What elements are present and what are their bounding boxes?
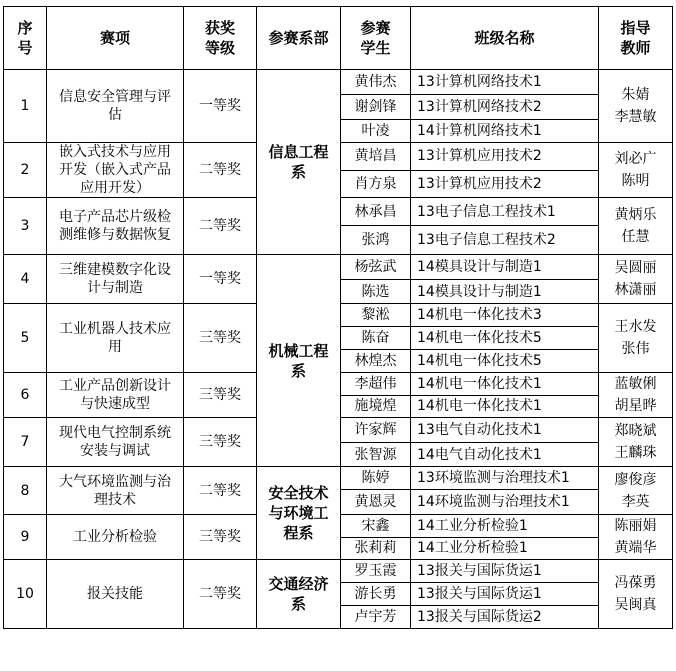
event-name: 大气环境监测与治理技术 bbox=[47, 467, 184, 515]
table-row bbox=[4, 467, 673, 490]
student-name: 陈婷 bbox=[341, 467, 411, 490]
class-name: 13电子信息工程技术1 bbox=[411, 198, 599, 226]
class-name: 14机电一体化技术1 bbox=[411, 395, 599, 418]
header-class: 班级名称 bbox=[411, 7, 599, 70]
header-award: 获奖等级 bbox=[184, 7, 257, 70]
awards-table bbox=[3, 6, 673, 629]
class-name: 13电气自动化技术1 bbox=[411, 418, 599, 443]
student-name: 杨弦武 bbox=[341, 255, 411, 280]
class-name: 13计算机应用技术2 bbox=[411, 170, 599, 198]
event-number: 8 bbox=[4, 467, 47, 515]
teacher-names: 冯葆勇 吴闽真 bbox=[599, 560, 673, 629]
table-row bbox=[4, 560, 673, 583]
class-name: 13计算机应用技术2 bbox=[411, 143, 599, 171]
class-name: 13电子信息工程技术2 bbox=[411, 226, 599, 255]
class-name: 14机电一体化技术1 bbox=[411, 373, 599, 396]
class-name: 13计算机网络技术2 bbox=[411, 95, 599, 120]
department-label: 信息工程系 bbox=[268, 143, 329, 181]
header-row bbox=[4, 7, 673, 70]
event-name: 工业产品创新设计与快速成型 bbox=[47, 373, 184, 418]
teacher-names: 黄炳乐 任慧 bbox=[599, 198, 673, 255]
class-name: 14机电一体化技术5 bbox=[411, 350, 599, 373]
event-name: 报关技能 bbox=[47, 560, 184, 629]
event-name: 工业分析检验 bbox=[47, 515, 184, 560]
event-number: 1 bbox=[4, 70, 47, 143]
student-name: 张智源 bbox=[341, 443, 411, 467]
award-level: 三等奖 bbox=[184, 418, 257, 467]
class-name: 14机电一体化技术5 bbox=[411, 327, 599, 350]
student-name: 许家辉 bbox=[341, 418, 411, 443]
department-label: 交通经济系 bbox=[268, 575, 329, 613]
header-dept: 参赛系部 bbox=[257, 7, 341, 70]
class-name: 13环境监测与治理技术1 bbox=[411, 467, 599, 490]
department-name bbox=[257, 255, 341, 467]
award-level: 二等奖 bbox=[184, 467, 257, 515]
event-number: 10 bbox=[4, 560, 47, 629]
department-name bbox=[257, 560, 341, 629]
class-name: 14电气自动化技术1 bbox=[411, 443, 599, 467]
event-number: 9 bbox=[4, 515, 47, 560]
student-name: 罗玉霞 bbox=[341, 560, 411, 583]
event-number: 5 bbox=[4, 304, 47, 373]
class-name: 14计算机网络技术1 bbox=[411, 120, 599, 143]
header-teacher: 指导教师 bbox=[599, 7, 673, 70]
table-body bbox=[4, 70, 673, 629]
student-name: 黄恩灵 bbox=[341, 490, 411, 515]
student-name: 李超伟 bbox=[341, 373, 411, 396]
header-no: 序号 bbox=[4, 7, 47, 70]
student-name: 施境煌 bbox=[341, 395, 411, 418]
award-level: 三等奖 bbox=[184, 304, 257, 373]
student-name: 黄培昌 bbox=[341, 143, 411, 171]
class-name: 13计算机网络技术1 bbox=[411, 70, 599, 95]
student-name: 林承昌 bbox=[341, 198, 411, 226]
award-level: 一等奖 bbox=[184, 255, 257, 304]
event-name: 现代电气控制系统安装与调试 bbox=[47, 418, 184, 467]
student-name: 陈选 bbox=[341, 280, 411, 304]
event-name: 信息安全管理与评估 bbox=[47, 70, 184, 143]
class-name: 14模具设计与制造1 bbox=[411, 280, 599, 304]
event-number: 2 bbox=[4, 143, 47, 198]
event-number: 3 bbox=[4, 198, 47, 255]
department-label: 机械工程系 bbox=[268, 341, 329, 380]
student-name: 陈奋 bbox=[341, 327, 411, 350]
student-name: 卢宇芳 bbox=[341, 606, 411, 629]
award-level: 三等奖 bbox=[184, 515, 257, 560]
teacher-names: 朱婧 李慧敏 bbox=[599, 70, 673, 143]
teacher-names: 廖俊彦 李英 bbox=[599, 467, 673, 515]
header-event: 赛项 bbox=[47, 7, 184, 70]
award-level: 三等奖 bbox=[184, 373, 257, 418]
teacher-names: 蓝敏俐 胡星晔 bbox=[599, 373, 673, 418]
class-name: 14机电一体化技术3 bbox=[411, 304, 599, 327]
table-row bbox=[4, 70, 673, 95]
event-name: 嵌入式技术与应用开发（嵌入式产品应用开发） bbox=[47, 143, 184, 198]
student-name: 黎淞 bbox=[341, 304, 411, 327]
student-name: 叶凌 bbox=[341, 120, 411, 143]
teacher-names: 刘必广 陈明 bbox=[599, 143, 673, 198]
student-name: 林煌杰 bbox=[341, 350, 411, 373]
class-name: 13报关与国际货运1 bbox=[411, 560, 599, 583]
event-number: 6 bbox=[4, 373, 47, 418]
table-row bbox=[4, 255, 673, 280]
class-name: 13报关与国际货运1 bbox=[411, 583, 599, 606]
student-name: 张鸿 bbox=[341, 226, 411, 255]
event-name: 三维建模数字化设计与制造 bbox=[47, 255, 184, 304]
teacher-names: 陈丽娟 黄端华 bbox=[599, 515, 673, 560]
student-name: 张莉莉 bbox=[341, 537, 411, 560]
student-name: 肖方泉 bbox=[341, 170, 411, 198]
class-name: 14环境监测与治理技术1 bbox=[411, 490, 599, 515]
award-level: 二等奖 bbox=[184, 560, 257, 629]
event-name: 电子产品芯片级检测维修与数据恢复 bbox=[47, 198, 184, 255]
header-student: 参赛学生 bbox=[341, 7, 411, 70]
class-name: 14模具设计与制造1 bbox=[411, 255, 599, 280]
class-name: 13报关与国际货运2 bbox=[411, 606, 599, 629]
department-label: 安全技术与环境工程系 bbox=[268, 484, 329, 542]
student-name: 谢剑锋 bbox=[341, 95, 411, 120]
event-number: 4 bbox=[4, 255, 47, 304]
student-name: 游长勇 bbox=[341, 583, 411, 606]
teacher-names: 吴圆丽 林潇丽 bbox=[599, 255, 673, 304]
class-name: 14工业分析检验1 bbox=[411, 537, 599, 560]
student-name: 黄伟杰 bbox=[341, 70, 411, 95]
award-level: 二等奖 bbox=[184, 143, 257, 198]
award-level: 二等奖 bbox=[184, 198, 257, 255]
department-name bbox=[257, 467, 341, 560]
department-name bbox=[257, 70, 341, 255]
class-name: 14工业分析检验1 bbox=[411, 515, 599, 538]
event-name: 工业机器人技术应用 bbox=[47, 304, 184, 373]
award-level: 一等奖 bbox=[184, 70, 257, 143]
student-name: 宋鑫 bbox=[341, 515, 411, 538]
teacher-names: 郑晓斌 王麟珠 bbox=[599, 418, 673, 467]
teacher-names: 王水发 张伟 bbox=[599, 304, 673, 373]
event-number: 7 bbox=[4, 418, 47, 467]
